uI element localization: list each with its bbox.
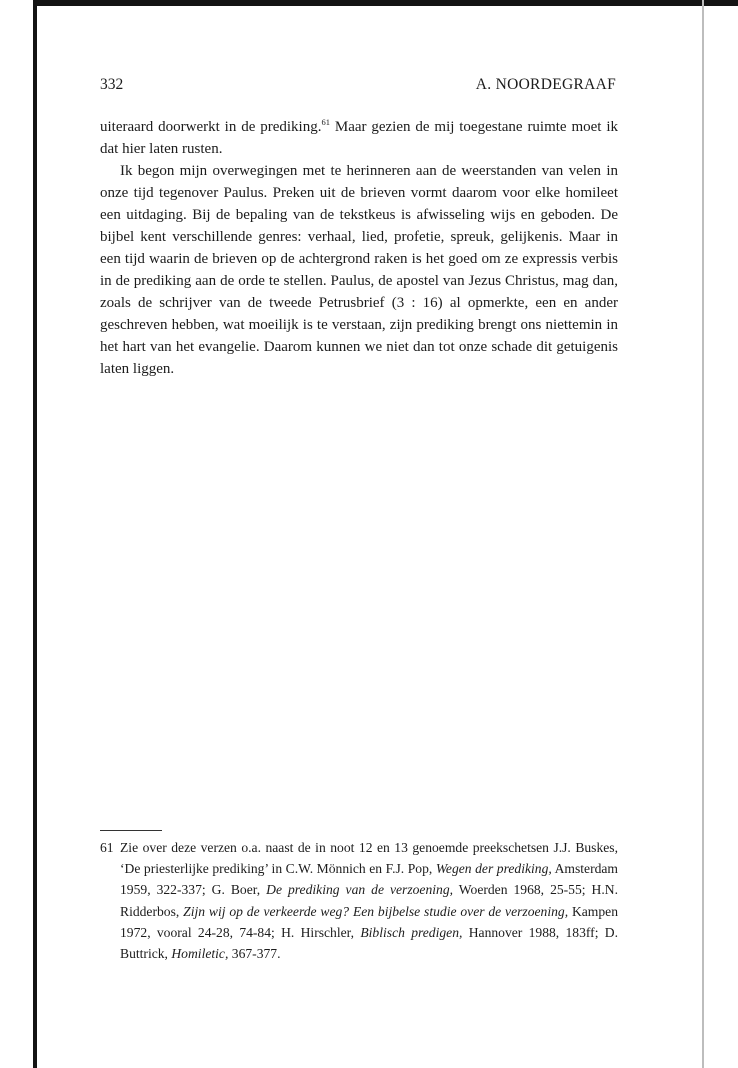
footnote (100, 837, 618, 964)
book-title: Zijn wij op de verkeerde weg? Een bijbelse studie over de verzoening, (183, 903, 569, 919)
paragraph-continued (100, 116, 618, 160)
body-text (100, 116, 618, 380)
book-title: Homiletic, (171, 946, 229, 962)
footnote-separator (100, 830, 162, 831)
footnote-segment: Kampen 1972, vooral 24-28, 74-84; H. Hirschler, (120, 903, 618, 940)
paragraph: Ik begon mijn overwegingen met te herinneren aan de weerstanden van velen in onze tijd tegenover Paulus. Preken uit de brieven vormt daarom voor elke homileet een uitdaging. Bij de bepaling van de tekstkeus is afwisseling wijs en geboden. De bijbel kent verschillende genres: verhaal, lied, profetie, spreuk, gelijkenis. Maar in een tijd waarin de brieven op de achtergrond raken is het goed om ze expressis verbis in de prediking aan de orde te stellen. Paulus, de apostel van Jezus Christus, mag dan, zoals de schrijver van de tweede Petrusbrief (3 : 16) al opmerkte, een en ander geschreven hebben, wat moeilijk is te verstaan, zijn prediking brengt ons niettemin in het hart van het evangelie. Daarom kunnen we niet dan tot onze schade dit getuigenis laten liggen. (100, 163, 618, 377)
page-number: 332 (100, 76, 124, 93)
scan-border-left (33, 0, 37, 1068)
footnote-number: 61 (100, 840, 114, 855)
footnote-segment: Woerden 1968, 25-55; H.N. Ridderbos, (120, 882, 618, 919)
book-title: Wegen der prediking, (435, 861, 552, 877)
scan-border-top (33, 0, 738, 6)
scan-border-right (702, 0, 704, 1068)
footnote-reference[interactable]: 61 (321, 117, 330, 127)
paragraph-text: Maar gezien de mij toegestane ruimte moet ik dat hier laten rusten. (100, 119, 618, 157)
book-title: Biblisch predigen, (360, 924, 463, 940)
running-head: A. NOORDEGRAAF (475, 76, 616, 93)
page-header (100, 76, 616, 98)
footnote-segment: 367-377. (228, 946, 281, 962)
book-title: De prediking van de verzoening, (266, 882, 454, 898)
footnote-segment: Hannover 1988, 183ff; D. Buttrick, (120, 924, 618, 962)
footnote-segment: Amsterdam 1959, 322-337; G. Boer, (120, 861, 618, 898)
footnote-text (120, 837, 618, 964)
footnote-segment: Zie over deze verzen o.a. naast de in noot 12 en 13 genoemde preekschetsen J.J. Buskes, ‘De priesterlijke prediking’ in C.W. Mönnich en F.J. Pop, (120, 840, 618, 877)
paragraph-text: uiteraard doorwerkt in de prediking. (100, 119, 322, 135)
